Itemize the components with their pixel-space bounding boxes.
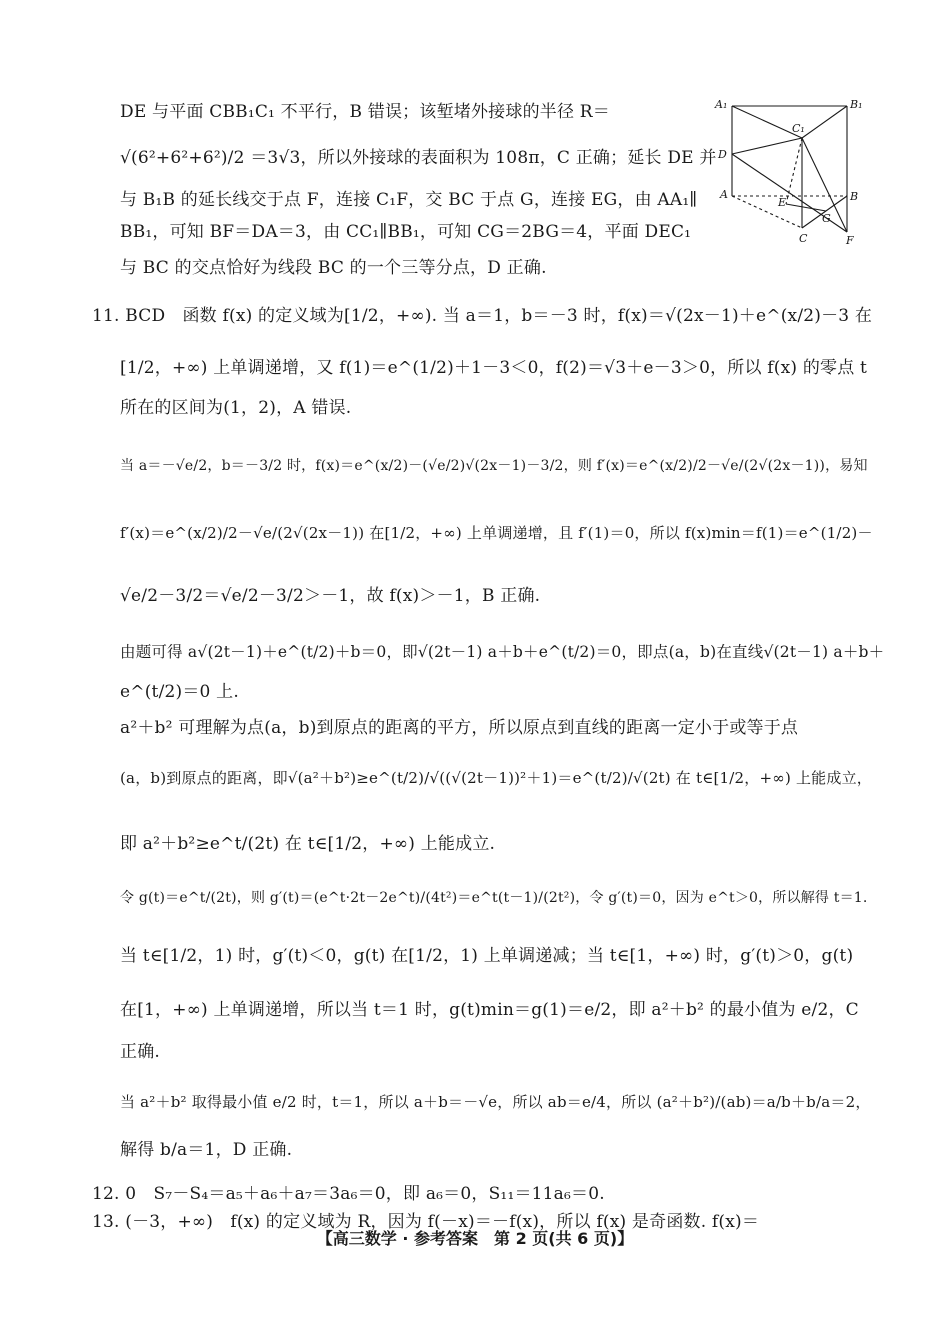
text-line: (a，b)到原点的距离，即√(a²＋b²)≥e^(t/2)/√((√(2t－1))²＋1)＝e^(t/2)/√(2t) 在 t∈[1/2，+∞) 上能成立，	[120, 769, 872, 787]
label-A1: A₁	[715, 98, 728, 111]
label-B: B	[850, 190, 859, 203]
text-line: 与 B₁B 的延长线交于点 F，连接 C₁F，交 BC 于点 G，连接 EG，由 AA₁∥	[120, 190, 698, 210]
label-A: A	[720, 188, 728, 201]
text-line: 令 g(t)＝e^t/(2t)，则 g′(t)＝(e^t·2t－2e^t)/(4t²)＝e^t(t－1)/(2t²)，令 g′(t)＝0，因为 e^t＞0，所以解得 t＝1.	[120, 890, 868, 906]
page-footer: 【高三数学 · 参考答案 第 2 页(共 6 页)】	[316, 1229, 634, 1248]
label-C1: C₁	[792, 122, 805, 135]
text-line: √e/2－3/2＝√e/2－3/2＞－1，故 f(x)＞－1，B 正确.	[120, 586, 541, 606]
answer-11-header: 11. BCD 函数 f(x) 的定义域为[1/2，+∞). 当 a＝1，b＝－3 时，f(x)＝√(2x－1)＋e^(x/2)－3 在	[92, 306, 873, 326]
text-line: 当 a＝－√e/2，b＝－3/2 时，f(x)＝e^(x/2)－(√e/2)√(2x－1)－3/2，则 f′(x)＝e^(x/2)/2－√e/(2√(2x－1))，易知	[120, 458, 868, 474]
text-line: √(6²+6²+6²)/2 ＝3√3，所以外接球的表面积为 108π，C 正确；延长 DE 并	[120, 148, 717, 168]
text-line: a²＋b² 可理解为点(a，b)到原点的距离的平方，所以原点到直线的距离一定小于或等于点	[120, 718, 799, 738]
text-line: 由题可得 a√(2t－1)＋e^(t/2)＋b＝0，即√(2t－1) a＋b＋e^(t/2)＝0，即点(a，b)在直线√(2t－1) a＋b＋	[120, 643, 885, 661]
text-line: 当 a²＋b² 取得最小值 e/2 时，t＝1，所以 a＋b＝－√e，所以 ab＝e/4，所以 (a²＋b²)/(ab)＝a/b＋b/a＝2，	[120, 1093, 871, 1111]
label-E: E	[778, 196, 787, 209]
label-C: C	[799, 232, 808, 245]
text-line: f′(x)＝e^(x/2)/2－√e/(2√(2x－1)) 在[1/2，+∞) 上单调递增，且 f′(1)＝0，所以 f(x)min＝f(1)＝e^(1/2)－	[120, 524, 873, 542]
text-line: 在[1，+∞) 上单调递增，所以当 t＝1 时，g(t)min＝g(1)＝e/2，即 a²＋b² 的最小值为 e/2，C	[120, 1000, 859, 1020]
label-F: F	[846, 234, 854, 247]
text-line: 解得 b/a＝1，D 正确.	[120, 1140, 293, 1160]
answer-12: 12. 0 S₇－S₄＝a₅＋a₆＋a₇＝3a₆＝0，即 a₆＝0，S₁₁＝11a₆＝0.	[92, 1184, 605, 1204]
text-line: [1/2，+∞) 上单调递增，又 f(1)＝e^(1/2)＋1－3＜0，f(2)＝√3＋e－3＞0，所以 f(x) 的零点 t	[120, 358, 868, 378]
text-line: 所在的区间为(1，2)，A 错误.	[120, 398, 352, 418]
text-line: 即 a²＋b²≥e^t/(2t) 在 t∈[1/2，+∞) 上能成立.	[120, 834, 496, 854]
text-line: BB₁，可知 BF＝DA＝3，由 CC₁∥BB₁，可知 CG＝2BG＝4，平面 DEC₁	[120, 222, 692, 242]
prism-figure	[712, 96, 872, 256]
text-line: DE 与平面 CBB₁C₁ 不平行，B 错误；该堑堵外接球的半径 R＝	[120, 102, 610, 122]
text-line: e^(t/2)＝0 上.	[120, 682, 239, 702]
text-line: 正确.	[120, 1042, 161, 1062]
label-D: D	[718, 148, 727, 161]
text-line: 当 t∈[1/2，1) 时，g′(t)＜0，g(t) 在[1/2，1) 上单调递减；当 t∈[1，+∞) 时，g′(t)＞0，g(t)	[120, 946, 854, 966]
label-G: G	[822, 212, 831, 225]
label-B1: B₁	[850, 98, 863, 111]
text-line: 与 BC 的交点恰好为线段 BC 的一个三等分点，D 正确.	[120, 258, 547, 278]
answer-13: 13. (－3，+∞) f(x) 的定义域为 R，因为 f(－x)＝－f(x)，所以 f(x) 是奇函数. f(x)＝	[92, 1212, 760, 1232]
